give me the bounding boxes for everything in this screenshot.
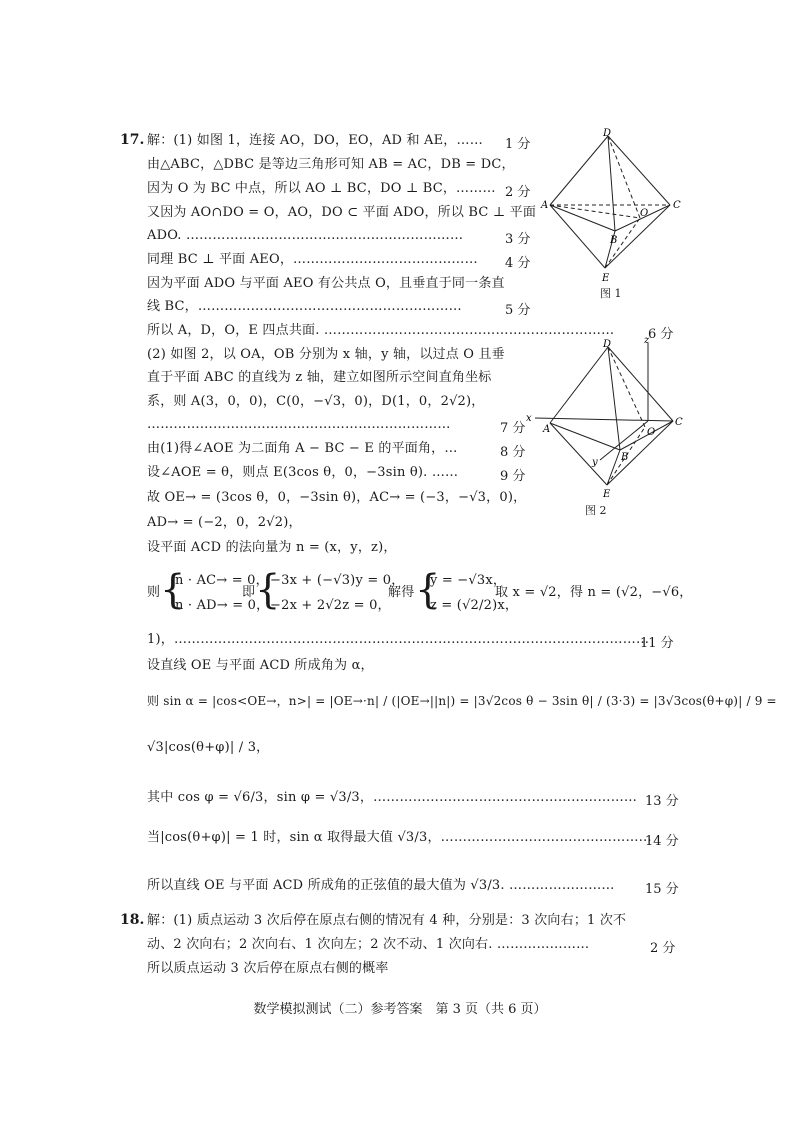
system-jiede: 解得: [388, 585, 415, 600]
q17-line-15: 设∠AOE = θ，则点 E(3cos θ，0，−3sin θ). ……: [147, 465, 459, 480]
q17-line-5: ADO. ………………………………………………………: [147, 228, 464, 243]
fig2-label-x: x: [526, 413, 532, 424]
system-ji: 即: [242, 585, 256, 600]
q17-score-4: 4 分: [505, 256, 531, 271]
q17-line-4: 又因为 AO∩DO = O，AO，DO ⊂ 平面 ADO，所以 BC ⊥ 平面: [147, 205, 537, 220]
q17-line-10: (2) 如图 2，以 OA，OB 分别为 x 轴，y 轴，以过点 O 且垂: [147, 347, 505, 362]
q17-line-7: 因为平面 ADO 与平面 AEO 有公共点 O，且垂直于同一条直: [147, 276, 505, 291]
q17-score-9: 9 分: [500, 469, 526, 484]
fig2-label-z: z: [644, 335, 650, 346]
q17-line-3: 因为 O 为 BC 中点，所以 AO ⊥ BC，DO ⊥ BC，………: [147, 181, 496, 196]
question-number-18: 18.: [120, 912, 145, 928]
fig2-label-d: D: [603, 339, 612, 350]
q17-score-8: 8 分: [500, 445, 526, 460]
brace-left-2: {: [255, 567, 281, 613]
system-ze: 则: [147, 585, 161, 600]
brace-left-3: {: [415, 567, 441, 613]
system-equation-1: −3x + (−√3)y = 0，: [270, 573, 405, 588]
brace-left-1: {: [160, 567, 186, 613]
page-footer: 数学模拟测试（二）参考答案 第 3 页（共 6 页）: [253, 1002, 547, 1017]
q17-after-4: √3|cos(θ+φ)| / 3，: [147, 740, 270, 755]
q17-after-5: 其中 cos φ = √6/3，sin φ = √3/3，……………………………………………………: [147, 790, 638, 805]
fig2-label-e: E: [603, 489, 611, 500]
figure-1-caption: 图 1: [600, 287, 622, 300]
q17-score-1: 1 分: [505, 137, 531, 152]
q17-line-8: 线 BC，……………………………………………………: [147, 299, 462, 314]
q17-score-5: 5 分: [505, 303, 531, 318]
fig2-label-b: B: [621, 452, 629, 463]
fig1-label-d: D: [603, 128, 612, 139]
fig2-label-y: y: [592, 457, 598, 468]
q17-after-2: 设直线 OE 与平面 ACD 所成角为 α，: [147, 658, 374, 673]
q18-line-1: 解：(1) 质点运动 3 次后停在原点右侧的情况有 4 种，分别是：3 次向右；1 次不: [147, 913, 627, 928]
figure-1: [540, 128, 690, 288]
q17-line-16: 故 OE→ = (3cos θ，0，−3sin θ)，AC→ = (−3，−√3，0)，: [147, 490, 527, 505]
fig1-label-c: C: [673, 200, 681, 211]
fig1-label-o: O: [640, 208, 649, 219]
q17-score-3: 3 分: [505, 232, 531, 247]
question-number-17: 17.: [120, 132, 145, 148]
q18-line-2: 动、2 次向右；2 次向右、1 次向左；2 次不动、1 次向右. …………………: [147, 937, 590, 952]
q17-line-17: AD→ = (−2，0，2√2)，: [147, 515, 302, 530]
fig1-label-b: B: [610, 235, 618, 246]
system-condition-1: n · AC→ = 0，: [175, 573, 269, 588]
q17-score-14: 14 分: [645, 834, 679, 849]
fig2-label-a: A: [543, 424, 551, 435]
q17-score-6: 6 分: [648, 327, 674, 342]
q17-score-2: 2 分: [505, 185, 531, 200]
q17-score-7: 7 分: [500, 421, 526, 436]
figure-2-caption: 图 2: [585, 504, 607, 517]
q17-score-13: 13 分: [645, 794, 679, 809]
q18-score: 2 分: [650, 941, 676, 956]
q17-after-7: 所以直线 OE 与平面 ACD 所成角的正弦值的最大值为 √3/3. ……………………: [147, 878, 615, 893]
fig1-label-e: E: [602, 273, 610, 284]
fig2-label-o: O: [647, 427, 656, 438]
q17-line-1: 解：(1) 如图 1，连接 AO，DO，EO，AD 和 AE，……: [147, 133, 483, 148]
system-solution-2: z = (√2/2)x，: [430, 598, 519, 613]
q17-line-6: 同理 BC ⊥ 平面 AEO，……………………………………: [147, 252, 478, 267]
q17-line-18: 设平面 ACD 的法向量为 n = (x，y，z)，: [147, 540, 397, 555]
fig2-label-c: C: [675, 417, 683, 428]
q17-line-9: 所以 A，D，O，E 四点共面. …………………………………………………………: [147, 323, 615, 338]
q17-score-11: 11 分: [640, 636, 674, 651]
q18-line-3: 所以质点运动 3 次后停在原点右侧的概率: [147, 961, 389, 976]
q17-line-13: ……………………………………………………………: [147, 417, 451, 432]
figure-2: [525, 335, 690, 500]
q17-after-6: 当|cos(θ+φ)| = 1 时，sin α 取得最大值 √3/3，…………………………………………: [147, 830, 652, 845]
q17-line-11: 直于平面 ABC 的直线为 z 轴，建立如图所示空间直角坐标: [147, 370, 492, 385]
q17-line-14: 由(1)得∠AOE 为二面角 A − BC − E 的平面角，…: [147, 441, 458, 456]
q17-score-15: 15 分: [645, 882, 679, 897]
q17-line-12: 系，则 A(3，0，0)，C(0，−√3，0)，D(1，0，2√2)，: [147, 394, 485, 409]
system-condition-2: n · AD→ = 0，: [175, 598, 270, 613]
system-equation-2: −2x + 2√2z = 0，: [270, 598, 391, 613]
fig1-label-a: A: [541, 200, 549, 211]
system-solution-1: y = −√3x，: [430, 573, 507, 588]
q17-after-3: 则 sin α = |cos<OE→，n>| = |OE→·n| / (|OE→||n|) = |3√2cos θ − 3sin θ| / (3·3) = |3√3cos(θ+φ)| / 9 =: [147, 694, 777, 708]
system-take: 取 x = √2，得 n = (√2，−√6，: [495, 585, 693, 600]
q17-line-2: 由△ABC，△DBC 是等边三角形可知 AB = AC，DB = DC，: [147, 157, 515, 172]
q17-after-1: 1)，………………………………………………………………………………………………: [147, 632, 650, 647]
